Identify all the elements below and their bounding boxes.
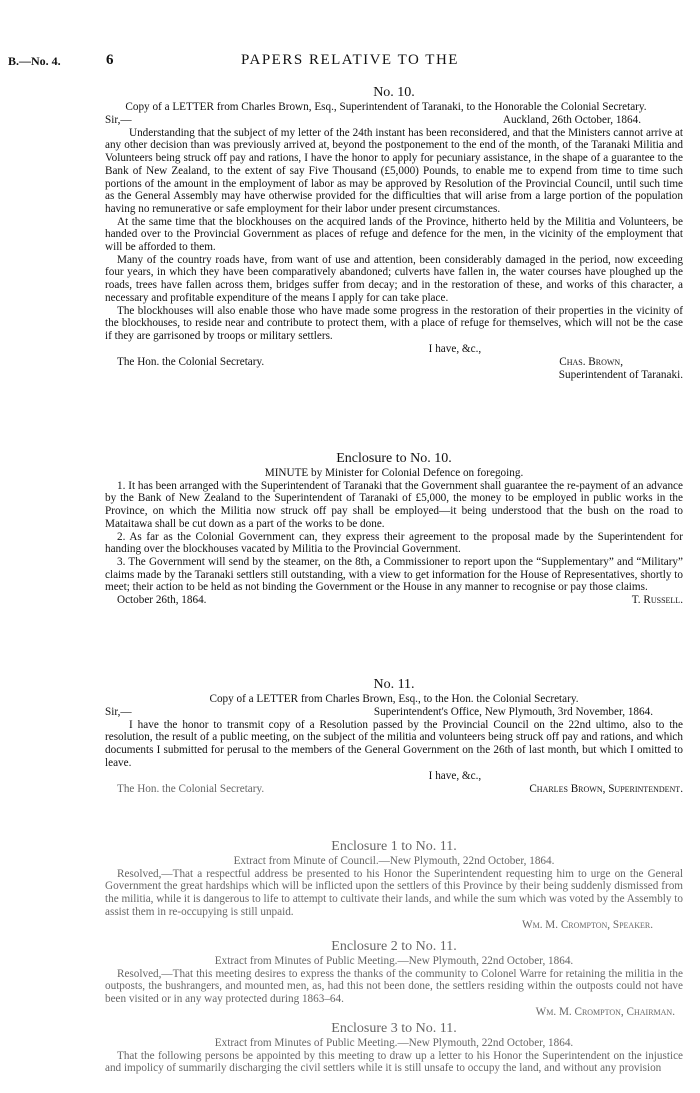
section-heading: Enclosure to No. 10.	[336, 451, 452, 466]
signature: Charles Brown, Superintendent.	[529, 782, 683, 795]
signature: Chas. Brown,	[559, 355, 623, 368]
paragraph: At the same time that the blockhouses on the acquired lands of the Province, hitherto held by the Militia and Volunteers, be handed over to the Provincial Government as places of refuge and defence for the men, in the vicinity of the employment that will be afforded to them.	[105, 215, 683, 254]
place-date: Superintendent's Office, New Plymouth, 3rd November, 1864.	[373, 705, 653, 718]
paragraph: Understanding that the subject of my letter of the 24th instant has been reconsidered, and that the Ministers cannot arrive at any other decision than was previously arrived at, beyond the postponement to the end of the month, of the Taranaki Militia and Volunteers being struck off pay and rations, I have the honor to apply for pecuniary assistance, in the shape of a guarantee to the Bank of New Zealand, to the extent of say Five Thousand (£5,000) Pounds, to enable me to expend from time to time such portions of the amount in the employment of labor as may be approved by Resolution of the Provincial Council, until such time as the General Assembly may have otherwise provided for the difficulties that will arise from a large portion of the population having no remunerative or safe employment for their labor under present circumstances.	[105, 126, 683, 215]
paragraph: 1. It has been arranged with the Superintendent of Taranaki that the Government shall guarantee the re-payment of an advance by the Bank of New Zealand to the Superintendent of Taranaki of £5,000, the money to be employed in public works in the Province, on which the Militia now struck off pay shall be employed—it being understood that the bush on the road to Mataitawa shall be cut down as a part of the works to be done.	[105, 479, 683, 530]
place-date: Auckland, 26th October, 1864.	[502, 113, 641, 126]
document-reference: B.—No. 4.	[8, 54, 61, 68]
enclosure-caption: Extract from Minutes of Public Meeting.—New Plymouth, 22nd October, 1864.	[214, 955, 574, 967]
enclosure-to-no-10	[105, 450, 683, 607]
closing-row	[105, 770, 683, 783]
paragraph: Resolved,—That this meeting desires to express the thanks of the community to Colonel Warre for retaining the militia in the outposts, the bushrangers, and mounted men, as, had this not been done, the settlers residing within the outposts could not have been visited or in any way protected during 1863–64.	[105, 967, 683, 1006]
paragraph: Resolved,—That a respectful address be presented to his Honor the Superintendent requesting him to urge on the General Government the great hardships which will be inflicted upon the settlers of this Province by their being suddenly dismissed from the militia, while it is dangerous to life to attempt to cultivate their lands, and while the sum which was voted by the Assembly to assist them in re-occupying is still unpaid.	[105, 867, 683, 918]
minute-date: October 26th, 1864.	[117, 594, 207, 607]
paragraph: 2. As far as the Colonial Government can, they express their agreement to the proposal made by the Superintendent for handing over the blockhouses vacated by Militia to the Provincial Government.	[105, 530, 683, 556]
closing-row	[105, 343, 683, 356]
page-number: 6	[106, 52, 114, 68]
paragraph: That the following persons be appointed by this meeting to draw up a letter to his Honor the Superintendent on the injustice and impolicy of summarily discharging the civil settlers while it is still unsafe to occupy the land, and without any provision	[105, 1049, 683, 1075]
paragraph: I have the honor to transmit copy of a Resolution passed by the Provincial Council on the 22nd ultimo, also to the resolution, the result of a public meeting, on the subject of the militia and volunteers being struck off pay and rations, and which documents I submitted for perusal to the members of the General Government on the 26th of last month, but which I omitted to leave.	[105, 718, 683, 769]
page-title: PAPERS RELATIVE TO THE	[241, 52, 459, 68]
enclosure-3-to-no-11	[105, 1020, 683, 1075]
date-signature-row	[105, 594, 683, 607]
signature-row	[105, 919, 683, 932]
salutation-row	[105, 114, 683, 127]
enclosure-1-to-no-11	[105, 838, 683, 932]
section-no-11	[105, 676, 683, 796]
letter-caption: Copy of a LETTER from Charles Brown, Esq., Superintendent of Taranaki, to the Honorable the Colonial Secretary.	[125, 101, 647, 113]
section-heading: No. 11.	[373, 677, 415, 692]
enclosure-caption: Extract from Minutes of Public Meeting.—New Plymouth, 22nd October, 1864.	[214, 1037, 574, 1049]
section-no-10	[105, 84, 683, 382]
salutation-row	[105, 706, 683, 719]
page-header	[0, 52, 700, 72]
addressee-row	[105, 356, 683, 369]
section-heading: Enclosure 2 to No. 11.	[331, 939, 457, 954]
salutation: Sir,—	[105, 113, 132, 126]
closing: I have, &c.,	[428, 769, 482, 782]
signature-title-row	[105, 369, 683, 382]
paragraph: The blockhouses will also enable those who have made some progress in the restoration of their properties in the vicinity of the blockhouses, to reside near and contribute to protect them, with a place of refuge for themselves, which will not be the case if they are garrisoned by troops or military settlers.	[105, 304, 683, 342]
closing: I have, &c.,	[428, 342, 482, 355]
signature-title: Superintendent of Taranaki.	[558, 368, 683, 381]
addressee: The Hon. the Colonial Secretary.	[117, 782, 265, 795]
section-heading: Enclosure 1 to No. 11.	[331, 839, 457, 854]
section-heading: Enclosure 3 to No. 11.	[331, 1021, 457, 1036]
salutation: Sir,—	[105, 705, 132, 718]
paragraph: 3. The Government will send by the steamer, on the 8th, a Commissioner to report upon the “Supplementary” and “Military” claims made by the Taranaki settlers still outstanding, with a view to get information for the House of Representatives, shortly to meet; their action to be held as not binding the Government or the House in any manner to recognise or pay those claims.	[105, 555, 683, 594]
letter-caption: Copy of a LETTER from Charles Brown, Esq., to the Hon. the Colonial Secretary.	[209, 693, 579, 705]
section-heading: No. 10.	[373, 85, 415, 100]
addressee-row	[105, 783, 683, 796]
signature: Wm. M. Crompton, Speaker.	[522, 918, 653, 931]
signature: Wm. M. Crompton, Chairman.	[535, 1005, 675, 1018]
paragraph: Many of the country roads have, from want of use and attention, been considerably damaged in the period, now exceeding four years, in which they have been comparatively abandoned; culverts have fallen in, the water courses have ploughed up the roads, trees have fallen across them, bridges suffer from decay; and in the restoration of these, and works of this character, a necessary and profitable expenditure of the means I apply for can take place.	[105, 253, 683, 304]
addressee: The Hon. the Colonial Secretary.	[117, 355, 265, 368]
signature: T. Russell.	[631, 594, 683, 607]
minute-caption: MINUTE by Minister for Colonial Defence on foregoing.	[264, 467, 524, 479]
signature-row	[105, 1006, 683, 1019]
enclosure-2-to-no-11	[105, 938, 683, 1019]
enclosure-caption: Extract from Minute of Council.—New Plymouth, 22nd October, 1864.	[233, 855, 555, 867]
